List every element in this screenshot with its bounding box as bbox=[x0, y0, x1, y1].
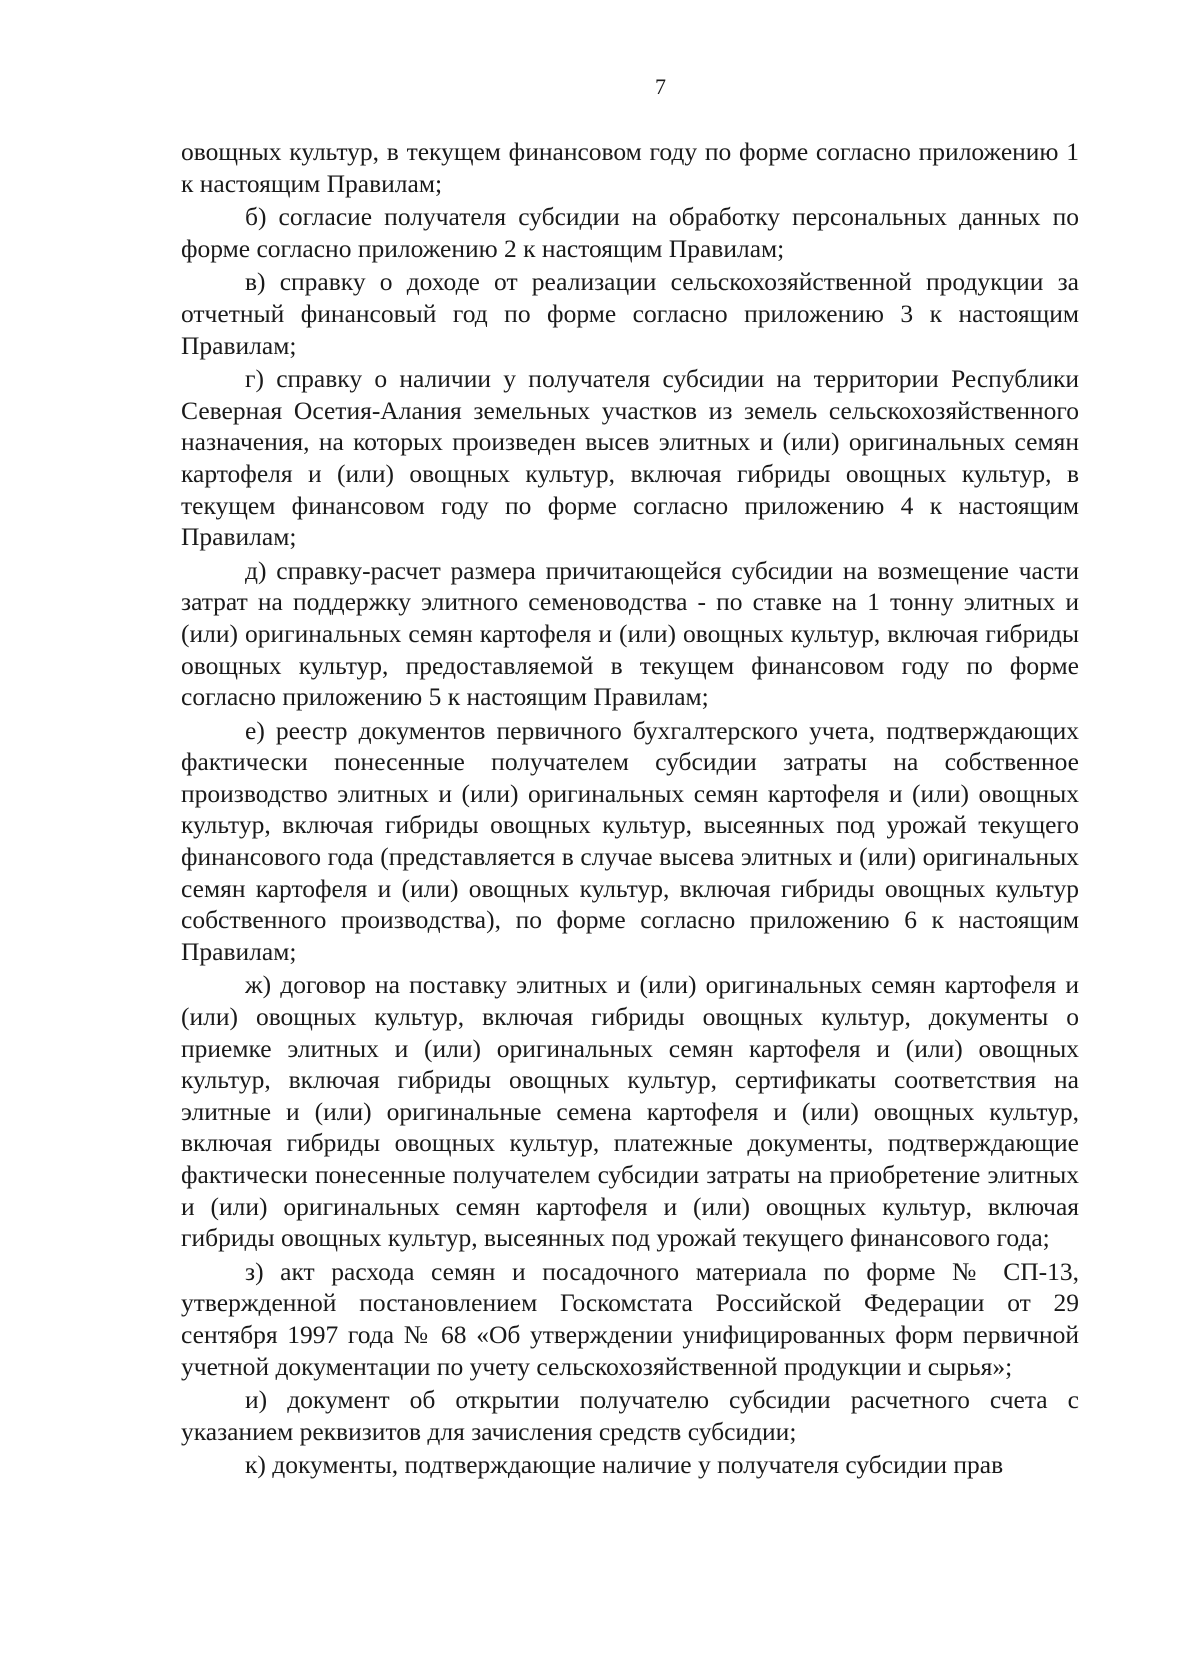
paragraph-item-zh: ж) договор на поставку элитных и (или) оригинальных семян картофеля и (или) овощных культур, включая гибриды овощных культур, документы о приемке элитных и (или) оригинальных семян картофеля и (или) овощных культур, включая гибриды овощных культур, сертификаты соответствия на элитные и (или) оригинальные семена картофеля и (или) овощных культур, включая гибриды овощных культур, платежные документы, подтверждающие фактически понесенные получателем субсидии затраты на приобретение элитных и (или) оригинальных семян картофеля и (или) овощных культур, включая гибриды овощных культур, высеянных под урожай текущего финансового года; bbox=[181, 970, 1079, 1253]
paragraph-item-z: з) акт расхода семян и посадочного материала по форме № СП-13, утвержденной постановлением Госкомстата Российской Федерации от 29 сентября 1997 года № 68 «Об утверждении унифицированных форм первичной учетной документации по учету сельскохозяйственной продукции и сырья»; bbox=[181, 1256, 1079, 1381]
paragraph-item-k: к) документы, подтверждающие наличие у получателя субсидии прав bbox=[245, 1450, 1004, 1480]
paragraph-item-i: и) документ об открытии получателю субсидии расчетного счета с указанием реквизитов для зачисления средств субсидии; bbox=[181, 1385, 1079, 1446]
paragraph-item-v: в) справку о доходе от реализации сельскохозяйственной продукции за отчетный финансовый год по форме согласно приложению 3 к настоящим Правилам; bbox=[181, 267, 1079, 360]
paragraph-item-b: б) согласие получателя субсидии на обработку персональных данных по форме согласно приложению 2 к настоящим Правилам; bbox=[181, 202, 1079, 263]
paragraph-item-e: е) реестр документов первичного бухгалтерского учета, подтверждающих фактически понесенные получателем субсидии затраты на собственное производство элитных и (или) оригинальных семян картофеля и (или) овощных культур, включая гибриды овощных культур, высеянных под урожай текущего финансового года (представляется в случае высева элитных и (или) оригинальных семян картофеля и (или) овощных культур, включая гибриды овощных культур собственного производства), по форме согласно приложению 6 к настоящим Правилам; bbox=[181, 715, 1079, 966]
paragraph-continuation: овощных культур, в текущем финансовом году по форме согласно приложению 1 к настоящим Правилам; bbox=[181, 137, 1079, 198]
document-body bbox=[181, 136, 1079, 1483]
paragraph-item-g: г) справку о наличии у получателя субсидии на территории Республики Северная Осетия-Алания земельных участков из земель сельскохозяйственного назначения, на которых произведен высев элитных и (или) оригинальных семян картофеля и (или) овощных культур, включая гибриды овощных культур, в текущем финансовом году по форме согласно приложению 4 к настоящим Правилам; bbox=[181, 364, 1079, 552]
paragraph-item-d: д) справку-расчет размера причитающейся субсидии на возмещение части затрат на поддержку элитного семеноводства - по ставке на 1 тонну элитных и (или) оригинальных семян картофеля и (или) овощных культур, включая гибриды овощных культур, предоставляемой в текущем финансовом году по форме согласно приложению 5 к настоящим Правилам; bbox=[181, 555, 1079, 712]
page-number: 7 bbox=[655, 74, 666, 99]
